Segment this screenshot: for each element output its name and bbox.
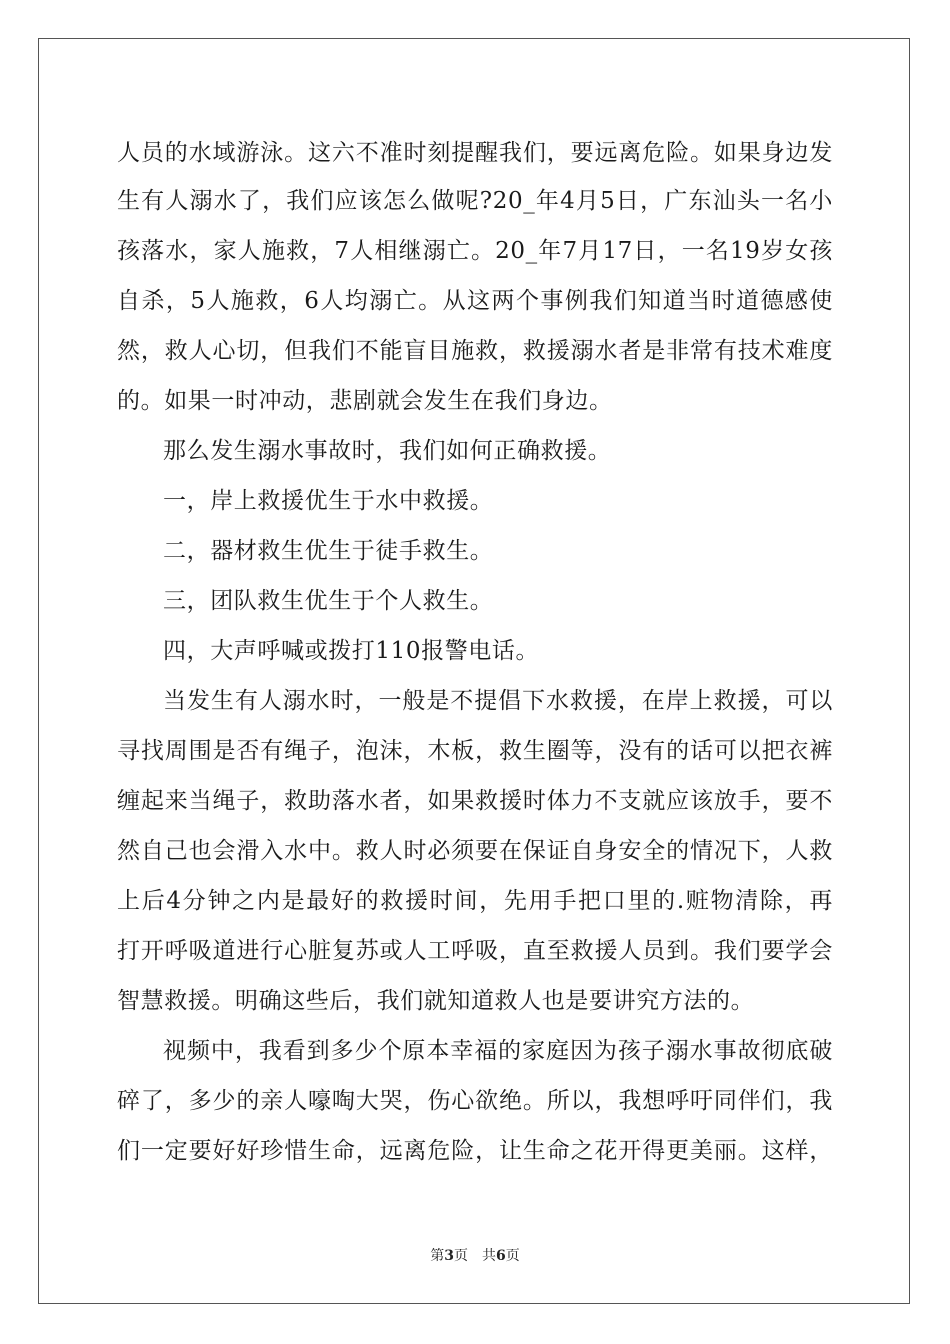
paragraph-line: 的。如果一时冲动，悲剧就会发生在我们身边。 xyxy=(117,388,613,414)
paragraph-line: 碎了，多少的亲人嚎啕大哭，伤心欲绝。所以，我想呼吁同伴们，我 xyxy=(117,1088,833,1114)
paragraph-line: 打开呼吸道进行心脏复苏或人工呼吸，直至救援人员到。我们要学会 xyxy=(117,938,833,964)
paragraph-line: 当发生有人溺水时，一般是不提倡下水救援，在岸上救援，可以 xyxy=(163,688,833,714)
paragraph-line: 人员的水域游泳。这六不准时刻提醒我们，要远离危险。如果身边发 xyxy=(117,140,833,166)
paragraph-line: 孩落水，家人施救，7人相继溺亡。20_年7月17日，一名19岁女孩 xyxy=(117,238,833,264)
paragraph-line: 然，救人心切，但我们不能盲目施救，救援溺水者是非常有技术难度 xyxy=(117,338,833,364)
paragraph-line: 自杀，5人施救，6人均溺亡。从这两个事例我们知道当时道德感使 xyxy=(117,288,833,314)
list-item: 四，大声呼喊或拨打110报警电话。 xyxy=(163,638,540,664)
paragraph-line: 上后4分钟之内是最好的救援时间，先用手把口里的.赃物清除，再 xyxy=(117,888,833,914)
paragraph-line: 视频中，我看到多少个原本幸福的家庭因为孩子溺水事故彻底破 xyxy=(163,1038,833,1064)
paragraph-line: 寻找周围是否有绳子，泡沫，木板，救生圈等，没有的话可以把衣裤 xyxy=(117,738,833,764)
total-pages-number: 6 xyxy=(496,1248,506,1264)
document-body xyxy=(117,128,833,1176)
list-item: 一，岸上救援优生于水中救援。 xyxy=(163,488,494,514)
current-page-number: 3 xyxy=(444,1248,454,1264)
list-item: 二，器材救生优生于徒手救生。 xyxy=(163,538,494,564)
paragraph-line: 缠起来当绳子，救助落水者，如果救援时体力不支就应该放手，要不 xyxy=(117,788,833,814)
page-suffix: 页 xyxy=(454,1248,468,1264)
paragraph-line: 然自己也会滑入水中。救人时必须要在保证自身安全的情况下，人救 xyxy=(117,838,833,864)
paragraph-line: 们一定要好好珍惜生命，远离危险，让生命之花开得更美丽。这样， xyxy=(117,1138,833,1164)
paragraph-line: 智慧救援。明确这些后，我们就知道救人也是要讲究方法的。 xyxy=(117,988,755,1014)
page-prefix: 第 xyxy=(430,1248,445,1264)
page-footer xyxy=(0,1245,950,1265)
total-suffix: 页 xyxy=(505,1248,520,1264)
paragraph-line: 生有人溺水了，我们应该怎么做呢?20_年4月5日，广东汕头一名小 xyxy=(117,188,833,214)
total-prefix: 共 xyxy=(482,1248,496,1264)
paragraph-line: 那么发生溺水事故时，我们如何正确救援。 xyxy=(163,438,612,464)
list-item: 三，团队救生优生于个人救生。 xyxy=(163,588,494,614)
